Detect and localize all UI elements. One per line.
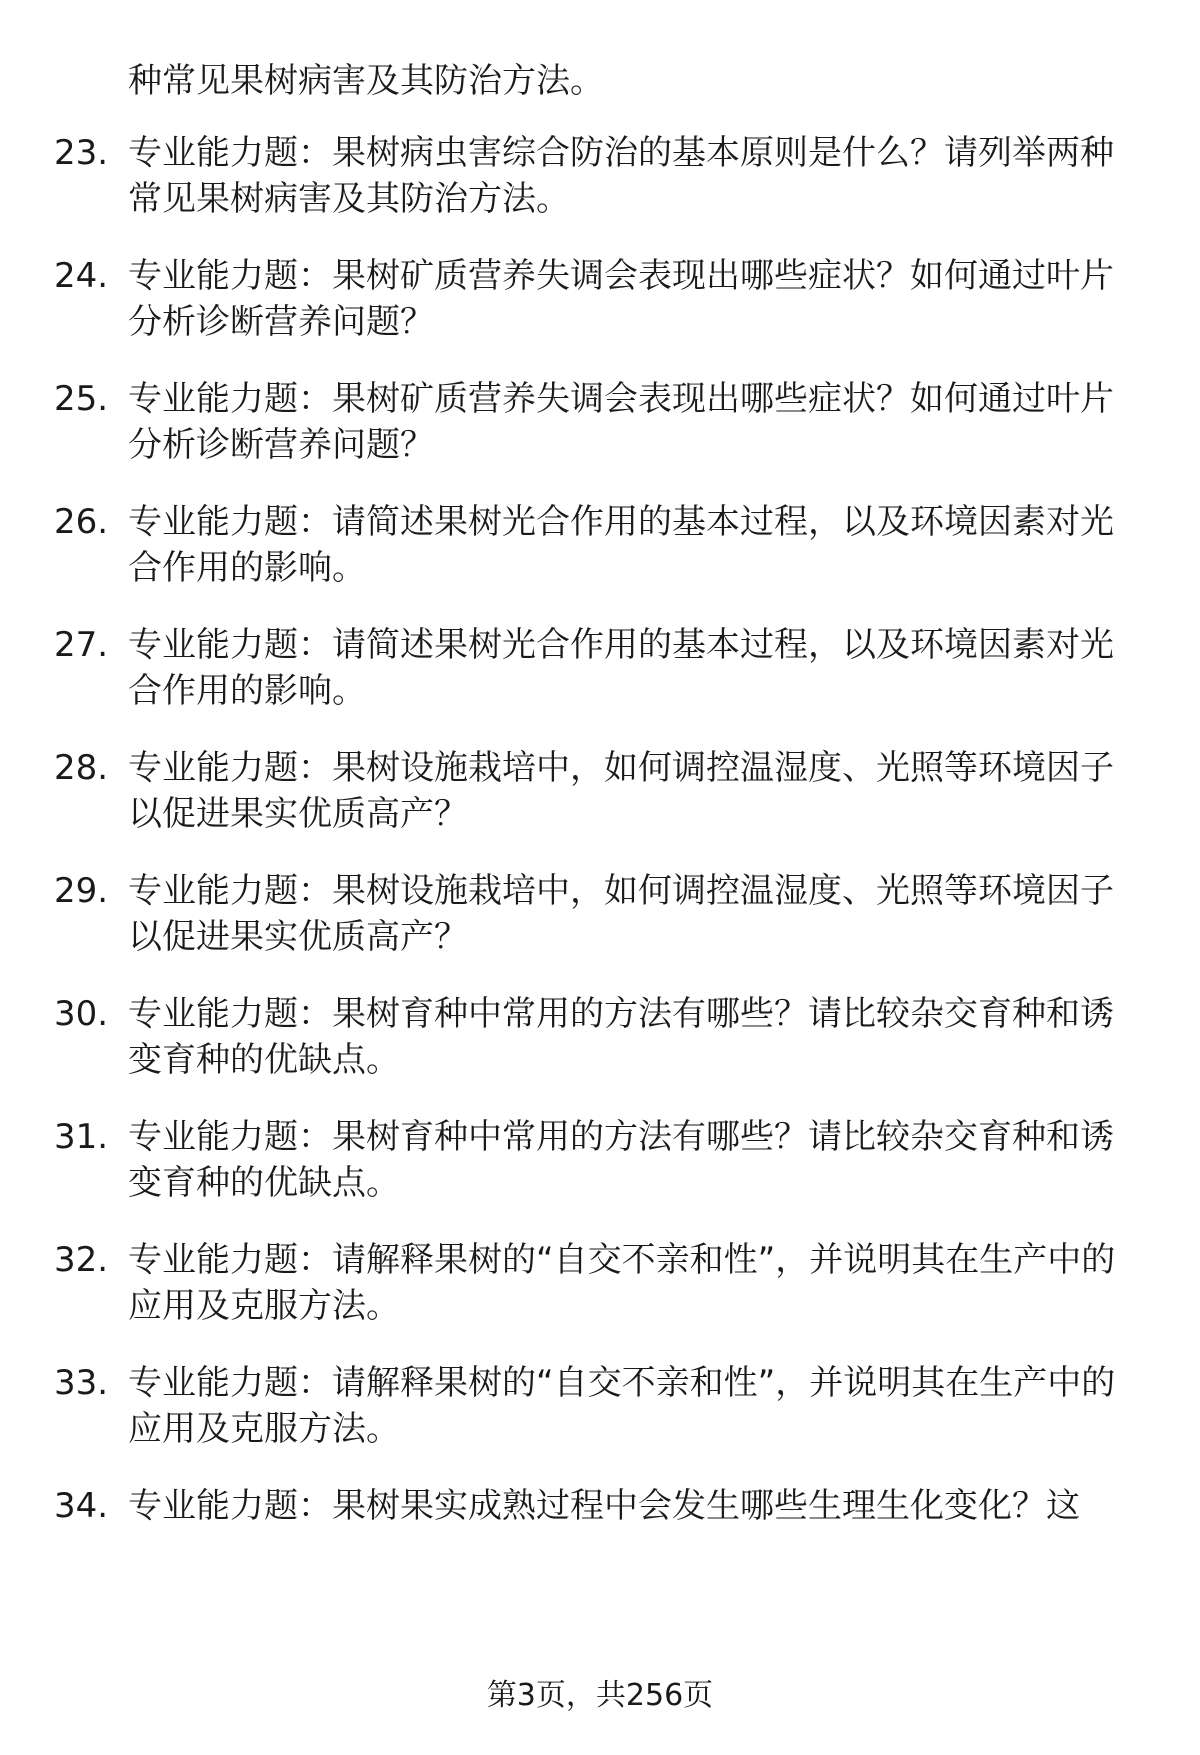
item-text: 专业能力题：请简述果树光合作用的基本过程，以及环境因素对光合作用的影响。 bbox=[128, 502, 1114, 588]
item-text: 专业能力题：请解释果树的“自交不亲和性”，并说明其在生产中的应用及克服方法。 bbox=[128, 1363, 1116, 1449]
item-number: 31. bbox=[54, 1117, 109, 1157]
item-text: 专业能力题：请简述果树光合作用的基本过程，以及环境因素对光合作用的影响。 bbox=[128, 625, 1114, 711]
item-text: 专业能力题：果树育种中常用的方法有哪些？请比较杂交育种和诱变育种的优缺点。 bbox=[128, 994, 1114, 1080]
item-number: 24. bbox=[54, 256, 109, 296]
item-number: 33. bbox=[54, 1363, 109, 1403]
continuation-text: 种常见果树病害及其防治方法。 bbox=[128, 61, 604, 101]
item-number: 26. bbox=[54, 502, 109, 542]
item-number: 30. bbox=[54, 994, 109, 1034]
item-number: 28. bbox=[54, 748, 109, 788]
item-text: 专业能力题：果树设施栽培中，如何调控温湿度、光照等环境因子以促进果实优质高产？ bbox=[128, 871, 1114, 957]
item-text: 专业能力题：果树病虫害综合防治的基本原则是什么？请列举两种常见果树病害及其防治方法。 bbox=[128, 133, 1114, 219]
item-text: 专业能力题：果树设施栽培中，如何调控温湿度、光照等环境因子以促进果实优质高产？ bbox=[128, 748, 1114, 834]
item-number: 29. bbox=[54, 871, 109, 911]
item-text: 专业能力题：果树果实成熟过程中会发生哪些生理生化变化？这 bbox=[128, 1486, 1080, 1526]
page-footer: 第3页，共256页 bbox=[486, 1678, 714, 1713]
item-text: 专业能力题：果树育种中常用的方法有哪些？请比较杂交育种和诱变育种的优缺点。 bbox=[128, 1117, 1114, 1203]
item-number: 32. bbox=[54, 1240, 109, 1280]
item-number: 25. bbox=[54, 379, 109, 419]
item-number: 23. bbox=[54, 133, 109, 173]
item-number: 27. bbox=[54, 625, 109, 665]
item-text: 专业能力题：果树矿质营养失调会表现出哪些症状？如何通过叶片分析诊断营养问题？ bbox=[128, 256, 1114, 342]
item-number: 34. bbox=[54, 1486, 109, 1526]
item-text: 专业能力题：果树矿质营养失调会表现出哪些症状？如何通过叶片分析诊断营养问题？ bbox=[128, 379, 1114, 465]
item-text: 专业能力题：请解释果树的“自交不亲和性”，并说明其在生产中的应用及克服方法。 bbox=[128, 1240, 1116, 1326]
